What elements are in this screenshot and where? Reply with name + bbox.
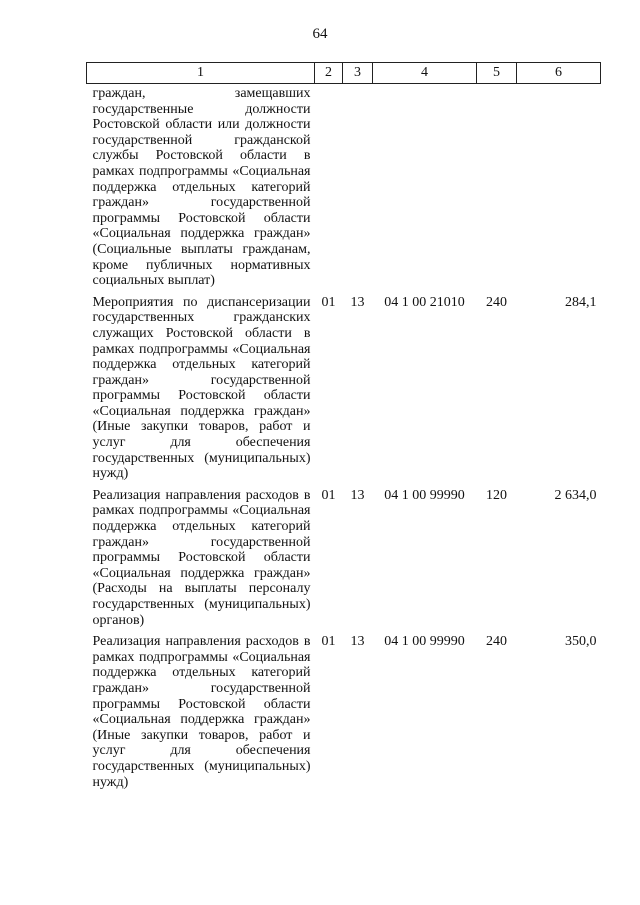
table-header-row [87, 63, 601, 84]
row-description: Реализация направления расходов в рамках подпрограммы «Социальная поддержка отдельных категорий граждан» государственной программы Ростовской области «Социальная поддержка граждан» (Иные закупки товаров, работ и услуг для обеспечения государственных (муниципальных) нужд) [92, 634, 311, 790]
row-description: Мероприятия по диспансеризации государственных гражданских служащих Ростовской области в рамках подпрограммы «Социальная поддержка отдельных категорий граждан» государственной программы Ростовской области «Социальная поддержка граждан» (Иные закупки товаров, работ и услуг для обеспечения государственных (муниципальных) нужд) [92, 294, 311, 482]
column-header-4: 4 [373, 63, 477, 84]
row-expense-type: 240 [486, 634, 507, 650]
column-header-6: 6 [517, 63, 601, 84]
row-subsection: 13 [350, 294, 365, 310]
row-target-article: 04 1 00 21010 [384, 294, 465, 310]
budget-table [86, 62, 601, 790]
row-description: Реализация направления расходов в рамках подпрограммы «Социальная поддержка отдельных категорий граждан» государственной программы Ростовской области «Социальная поддержка граждан» (Расходы на выплаты персоналу государственных (муниципальных) органов) [92, 487, 311, 628]
row-subsection: 13 [350, 487, 365, 503]
row-description: граждан, замещавших государственные должности Ростовской области или должности государственной гражданской службы Ростовской области в рамках подпрограммы «Социальная поддержка отдельных категорий граждан» государственной программы Ростовской области «Социальная поддержка граждан» (Социальные выплаты гражданам, кроме публичных нормативных социальных выплат) [92, 86, 311, 289]
row-subsection [343, 84, 373, 289]
row-amount: 2 634,0 [554, 487, 597, 503]
table-row [87, 289, 601, 482]
row-expense-type [477, 84, 517, 289]
row-target-article [373, 84, 477, 289]
row-amount: 284,1 [565, 294, 597, 310]
column-header-1: 1 [87, 63, 315, 84]
column-header-2: 2 [315, 63, 343, 84]
row-section: 01 [321, 487, 336, 503]
row-section [315, 84, 343, 289]
table-row [87, 628, 601, 790]
row-section: 01 [321, 634, 336, 650]
column-header-5: 5 [477, 63, 517, 84]
row-amount [517, 84, 601, 289]
row-target-article: 04 1 00 99990 [384, 487, 465, 503]
table-row [87, 482, 601, 628]
column-header-3: 3 [343, 63, 373, 84]
row-section: 01 [321, 294, 336, 310]
table-row [87, 84, 601, 289]
row-subsection: 13 [350, 634, 365, 650]
row-expense-type: 240 [486, 294, 507, 310]
row-expense-type: 120 [486, 487, 507, 503]
row-target-article: 04 1 00 99990 [384, 634, 465, 650]
page-number: 64 [312, 26, 328, 42]
row-amount: 350,0 [565, 634, 597, 650]
